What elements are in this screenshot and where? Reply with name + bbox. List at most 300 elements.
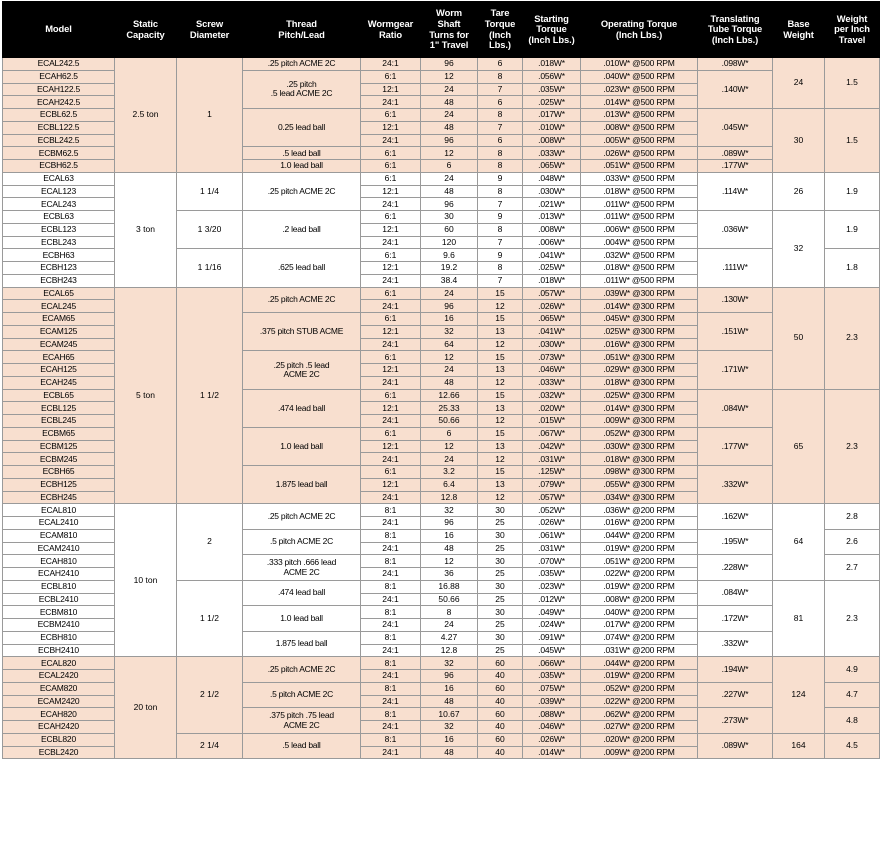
model-cell: ECAM245 — [3, 338, 115, 351]
wormgear-ratio-cell: 8:1 — [361, 606, 421, 619]
tare-torque-cell: 12 — [478, 338, 523, 351]
header-row — [3, 2, 880, 58]
worm-shaft-turns-cell: 9.6 — [421, 249, 478, 262]
model-cell: ECBL62.5 — [3, 109, 115, 122]
wormgear-ratio-cell: 12:1 — [361, 83, 421, 96]
worm-shaft-turns-cell: 50.66 — [421, 593, 478, 606]
tare-torque-cell: 8 — [478, 147, 523, 160]
model-cell: ECBH810 — [3, 631, 115, 644]
model-cell: ECBL2420 — [3, 746, 115, 759]
wormgear-ratio-cell: 24:1 — [361, 453, 421, 466]
operating-torque-cell: .040W* @200 RPM — [581, 606, 698, 619]
operating-torque-cell: .019W* @200 RPM — [581, 670, 698, 683]
model-cell: ECBH2410 — [3, 644, 115, 657]
starting-torque-cell: .035W* — [523, 83, 581, 96]
wormgear-ratio-cell: 8:1 — [361, 708, 421, 721]
tare-torque-cell: 30 — [478, 555, 523, 568]
starting-torque-cell: .021W* — [523, 198, 581, 211]
starting-torque-cell: .067W* — [523, 427, 581, 440]
model-cell: ECBM62.5 — [3, 147, 115, 160]
worm-shaft-turns-cell: 48 — [421, 121, 478, 134]
operating-torque-cell: .033W* @500 RPM — [581, 172, 698, 185]
model-cell: ECBL65 — [3, 389, 115, 402]
wormgear-ratio-cell: 12:1 — [361, 185, 421, 198]
weight-per-inch-travel-cell: 2.6 — [825, 529, 880, 555]
wormgear-ratio-cell: 6:1 — [361, 211, 421, 224]
worm-shaft-turns-cell: 96 — [421, 300, 478, 313]
model-cell: ECAM2420 — [3, 695, 115, 708]
wormgear-ratio-cell: 6:1 — [361, 160, 421, 173]
base-weight-cell: 124 — [773, 657, 825, 734]
tare-torque-cell: 60 — [478, 682, 523, 695]
starting-torque-cell: .010W* — [523, 121, 581, 134]
thread-pitch-lead-cell: .5 lead ball — [243, 147, 361, 160]
starting-torque-cell: .079W* — [523, 478, 581, 491]
tare-torque-cell: 60 — [478, 708, 523, 721]
table-row — [3, 172, 880, 185]
model-cell: ECBH123 — [3, 262, 115, 275]
operating-torque-cell: .055W* @300 RPM — [581, 478, 698, 491]
operating-torque-cell: .025W* @300 RPM — [581, 325, 698, 338]
tare-torque-cell: 25 — [478, 542, 523, 555]
starting-torque-cell: .066W* — [523, 657, 581, 670]
model-cell: ECBH63 — [3, 249, 115, 262]
tare-torque-cell: 8 — [478, 109, 523, 122]
translating-tube-torque-cell: .045W* — [698, 109, 773, 147]
wormgear-ratio-cell: 6:1 — [361, 70, 421, 83]
operating-torque-cell: .019W* @200 RPM — [581, 580, 698, 593]
worm-shaft-turns-cell: 6.4 — [421, 478, 478, 491]
tare-torque-cell: 7 — [478, 83, 523, 96]
tare-torque-cell: 15 — [478, 351, 523, 364]
screw-diameter-cell: 2 1/2 — [177, 657, 243, 734]
tare-torque-cell: 25 — [478, 644, 523, 657]
operating-torque-cell: .018W* @300 RPM — [581, 453, 698, 466]
translating-tube-torque-cell: .195W* — [698, 529, 773, 555]
table-row — [3, 657, 880, 670]
worm-shaft-turns-cell: 60 — [421, 223, 478, 236]
operating-torque-cell: .062W* @200 RPM — [581, 708, 698, 721]
wormgear-ratio-cell: 24:1 — [361, 746, 421, 759]
weight-per-inch-travel-cell: 1.9 — [825, 172, 880, 210]
worm-shaft-turns-cell: 32 — [421, 721, 478, 734]
column-header-screw-diameter: Screw Diameter — [177, 2, 243, 58]
tare-torque-cell: 8 — [478, 223, 523, 236]
operating-torque-cell: .098W* @300 RPM — [581, 466, 698, 479]
wormgear-ratio-cell: 6:1 — [361, 466, 421, 479]
operating-torque-cell: .013W* @500 RPM — [581, 109, 698, 122]
model-cell: ECAL242.5 — [3, 58, 115, 71]
table-row — [3, 287, 880, 300]
model-cell: ECAH810 — [3, 555, 115, 568]
column-header-tare-torque-inch-lbs: Tare Torque (Inch Lbs.) — [478, 2, 523, 58]
worm-shaft-turns-cell: 19.2 — [421, 262, 478, 275]
worm-shaft-turns-cell: 16 — [421, 529, 478, 542]
thread-pitch-lead-cell: 1.875 lead ball — [243, 466, 361, 504]
worm-shaft-turns-cell: 48 — [421, 96, 478, 109]
operating-torque-cell: .020W* @200 RPM — [581, 733, 698, 746]
operating-torque-cell: .011W* @500 RPM — [581, 274, 698, 287]
thread-pitch-lead-cell: .625 lead ball — [243, 249, 361, 287]
model-cell: ECAL810 — [3, 504, 115, 517]
worm-shaft-turns-cell: 12 — [421, 440, 478, 453]
wormgear-ratio-cell: 6:1 — [361, 172, 421, 185]
worm-shaft-turns-cell: 12.8 — [421, 491, 478, 504]
wormgear-ratio-cell: 12:1 — [361, 325, 421, 338]
tare-torque-cell: 30 — [478, 606, 523, 619]
worm-shaft-turns-cell: 4.27 — [421, 631, 478, 644]
model-cell: ECAL2420 — [3, 670, 115, 683]
operating-torque-cell: .036W* @200 RPM — [581, 504, 698, 517]
tare-torque-cell: 15 — [478, 313, 523, 326]
starting-torque-cell: .030W* — [523, 185, 581, 198]
model-cell: ECAL123 — [3, 185, 115, 198]
wormgear-ratio-cell: 24:1 — [361, 134, 421, 147]
screw-diameter-cell: 2 1/4 — [177, 733, 243, 759]
tare-torque-cell: 12 — [478, 300, 523, 313]
starting-torque-cell: .026W* — [523, 300, 581, 313]
starting-torque-cell: .024W* — [523, 619, 581, 632]
tare-torque-cell: 40 — [478, 670, 523, 683]
starting-torque-cell: .035W* — [523, 568, 581, 581]
tare-torque-cell: 25 — [478, 517, 523, 530]
base-weight-cell: 50 — [773, 287, 825, 389]
base-weight-cell: 30 — [773, 109, 825, 173]
starting-torque-cell: .048W* — [523, 172, 581, 185]
starting-torque-cell: .125W* — [523, 466, 581, 479]
thread-pitch-lead-cell: 1.875 lead ball — [243, 631, 361, 657]
worm-shaft-turns-cell: 12 — [421, 70, 478, 83]
weight-per-inch-travel-cell: 1.8 — [825, 249, 880, 287]
tare-torque-cell: 12 — [478, 415, 523, 428]
worm-shaft-turns-cell: 24 — [421, 453, 478, 466]
weight-per-inch-travel-cell: 4.9 — [825, 657, 880, 683]
tare-torque-cell: 12 — [478, 491, 523, 504]
operating-torque-cell: .008W* @200 RPM — [581, 593, 698, 606]
specification-table — [2, 1, 880, 759]
translating-tube-torque-cell: .089W* — [698, 147, 773, 160]
static-capacity-cell: 20 ton — [115, 657, 177, 759]
worm-shaft-turns-cell: 25.33 — [421, 402, 478, 415]
screw-diameter-cell: 2 — [177, 504, 243, 581]
thread-pitch-lead-cell: .333 pitch .666 lead ACME 2C — [243, 555, 361, 581]
operating-torque-cell: .009W* @300 RPM — [581, 415, 698, 428]
model-cell: ECBM125 — [3, 440, 115, 453]
static-capacity-cell: 3 ton — [115, 172, 177, 287]
tare-torque-cell: 40 — [478, 746, 523, 759]
starting-torque-cell: .023W* — [523, 580, 581, 593]
wormgear-ratio-cell: 6:1 — [361, 109, 421, 122]
wormgear-ratio-cell: 24:1 — [361, 96, 421, 109]
wormgear-ratio-cell: 24:1 — [361, 198, 421, 211]
wormgear-ratio-cell: 24:1 — [361, 619, 421, 632]
column-header-static-capacity: Static Capacity — [115, 2, 177, 58]
column-header-worm-shaft-turns-for-1-travel: Worm Shaft Turns for 1" Travel — [421, 2, 478, 58]
worm-shaft-turns-cell: 48 — [421, 695, 478, 708]
model-cell: ECAH125 — [3, 364, 115, 377]
tare-torque-cell: 40 — [478, 721, 523, 734]
operating-torque-cell: .029W* @300 RPM — [581, 364, 698, 377]
starting-torque-cell: .018W* — [523, 58, 581, 71]
wormgear-ratio-cell: 6:1 — [361, 249, 421, 262]
translating-tube-torque-cell: .171W* — [698, 351, 773, 389]
worm-shaft-turns-cell: 50.66 — [421, 415, 478, 428]
base-weight-cell: 64 — [773, 504, 825, 581]
starting-torque-cell: .046W* — [523, 364, 581, 377]
starting-torque-cell: .057W* — [523, 491, 581, 504]
thread-pitch-lead-cell: 1.0 lead ball — [243, 427, 361, 465]
wormgear-ratio-cell: 12:1 — [361, 364, 421, 377]
model-cell: ECBM810 — [3, 606, 115, 619]
model-cell: ECBL243 — [3, 236, 115, 249]
worm-shaft-turns-cell: 16 — [421, 682, 478, 695]
model-cell: ECBL63 — [3, 211, 115, 224]
operating-torque-cell: .014W* @300 RPM — [581, 300, 698, 313]
model-cell: ECBL122.5 — [3, 121, 115, 134]
model-cell: ECAM2410 — [3, 542, 115, 555]
thread-pitch-lead-cell: .25 pitch .5 lead ACME 2C — [243, 70, 361, 108]
worm-shaft-turns-cell: 32 — [421, 325, 478, 338]
translating-tube-torque-cell: .084W* — [698, 580, 773, 606]
starting-torque-cell: .046W* — [523, 721, 581, 734]
wormgear-ratio-cell: 24:1 — [361, 300, 421, 313]
static-capacity-cell: 10 ton — [115, 504, 177, 657]
operating-torque-cell: .014W* @300 RPM — [581, 402, 698, 415]
operating-torque-cell: .051W* @300 RPM — [581, 351, 698, 364]
wormgear-ratio-cell: 6:1 — [361, 287, 421, 300]
worm-shaft-turns-cell: 3.2 — [421, 466, 478, 479]
worm-shaft-turns-cell: 38.4 — [421, 274, 478, 287]
starting-torque-cell: .008W* — [523, 223, 581, 236]
base-weight-cell: 32 — [773, 211, 825, 288]
operating-torque-cell: .032W* @500 RPM — [581, 249, 698, 262]
starting-torque-cell: .061W* — [523, 529, 581, 542]
starting-torque-cell: .018W* — [523, 274, 581, 287]
tare-torque-cell: 15 — [478, 287, 523, 300]
wormgear-ratio-cell: 24:1 — [361, 670, 421, 683]
thread-pitch-lead-cell: .375 pitch .75 lead ACME 2C — [243, 708, 361, 734]
starting-torque-cell: .065W* — [523, 160, 581, 173]
worm-shaft-turns-cell: 24 — [421, 364, 478, 377]
operating-torque-cell: .044W* @200 RPM — [581, 657, 698, 670]
model-cell: ECBM2410 — [3, 619, 115, 632]
model-cell: ECAM820 — [3, 682, 115, 695]
starting-torque-cell: .025W* — [523, 96, 581, 109]
screw-diameter-cell: 1 3/20 — [177, 211, 243, 249]
worm-shaft-turns-cell: 96 — [421, 670, 478, 683]
starting-torque-cell: .032W* — [523, 389, 581, 402]
wormgear-ratio-cell: 12:1 — [361, 478, 421, 491]
worm-shaft-turns-cell: 48 — [421, 376, 478, 389]
table-row — [3, 58, 880, 71]
model-cell: ECAM810 — [3, 529, 115, 542]
worm-shaft-turns-cell: 6 — [421, 160, 478, 173]
wormgear-ratio-cell: 8:1 — [361, 657, 421, 670]
translating-tube-torque-cell: .172W* — [698, 606, 773, 632]
worm-shaft-turns-cell: 12.8 — [421, 644, 478, 657]
column-header-wormgear-ratio: Wormgear Ratio — [361, 2, 421, 58]
model-cell: ECBH243 — [3, 274, 115, 287]
translating-tube-torque-cell: .332W* — [698, 466, 773, 504]
table-body — [3, 58, 880, 759]
tare-torque-cell: 7 — [478, 236, 523, 249]
tare-torque-cell: 13 — [478, 364, 523, 377]
translating-tube-torque-cell: .098W* — [698, 58, 773, 71]
screw-diameter-cell: 1 — [177, 58, 243, 173]
operating-torque-cell: .074W* @200 RPM — [581, 631, 698, 644]
starting-torque-cell: .035W* — [523, 670, 581, 683]
tare-torque-cell: 25 — [478, 619, 523, 632]
worm-shaft-turns-cell: 96 — [421, 58, 478, 71]
translating-tube-torque-cell: .114W* — [698, 172, 773, 210]
starting-torque-cell: .013W* — [523, 211, 581, 224]
operating-torque-cell: .019W* @200 RPM — [581, 542, 698, 555]
starting-torque-cell: .049W* — [523, 606, 581, 619]
starting-torque-cell: .015W* — [523, 415, 581, 428]
wormgear-ratio-cell: 24:1 — [361, 593, 421, 606]
wormgear-ratio-cell: 24:1 — [361, 491, 421, 504]
base-weight-cell: 26 — [773, 172, 825, 210]
screw-diameter-cell: 1 1/16 — [177, 249, 243, 287]
base-weight-cell: 164 — [773, 733, 825, 759]
operating-torque-cell: .030W* @300 RPM — [581, 440, 698, 453]
translating-tube-torque-cell: .177W* — [698, 160, 773, 173]
worm-shaft-turns-cell: 96 — [421, 198, 478, 211]
thread-pitch-lead-cell: 0.25 lead ball — [243, 109, 361, 147]
model-cell: ECAL65 — [3, 287, 115, 300]
worm-shaft-turns-cell: 48 — [421, 542, 478, 555]
operating-torque-cell: .040W* @500 RPM — [581, 70, 698, 83]
wormgear-ratio-cell: 24:1 — [361, 58, 421, 71]
worm-shaft-turns-cell: 12.66 — [421, 389, 478, 402]
thread-pitch-lead-cell: .25 pitch ACME 2C — [243, 504, 361, 530]
operating-torque-cell: .044W* @200 RPM — [581, 529, 698, 542]
operating-torque-cell: .022W* @200 RPM — [581, 695, 698, 708]
operating-torque-cell: .031W* @200 RPM — [581, 644, 698, 657]
worm-shaft-turns-cell: 96 — [421, 134, 478, 147]
thread-pitch-lead-cell: .25 pitch ACME 2C — [243, 58, 361, 71]
worm-shaft-turns-cell: 16.88 — [421, 580, 478, 593]
translating-tube-torque-cell: .084W* — [698, 389, 773, 427]
model-cell: ECAH245 — [3, 376, 115, 389]
starting-torque-cell: .006W* — [523, 236, 581, 249]
model-cell: ECAL2410 — [3, 517, 115, 530]
tare-torque-cell: 8 — [478, 262, 523, 275]
translating-tube-torque-cell: .162W* — [698, 504, 773, 530]
starting-torque-cell: .041W* — [523, 249, 581, 262]
tare-torque-cell: 6 — [478, 58, 523, 71]
model-cell: ECAH62.5 — [3, 70, 115, 83]
tare-torque-cell: 15 — [478, 389, 523, 402]
weight-per-inch-travel-cell: 4.8 — [825, 708, 880, 734]
thread-pitch-lead-cell: .5 lead ball — [243, 733, 361, 759]
static-capacity-cell: 2.5 ton — [115, 58, 177, 173]
operating-torque-cell: .025W* @300 RPM — [581, 389, 698, 402]
thread-pitch-lead-cell: .5 pitch ACME 2C — [243, 682, 361, 708]
translating-tube-torque-cell: .036W* — [698, 211, 773, 249]
model-cell: ECAM65 — [3, 313, 115, 326]
tare-torque-cell: 30 — [478, 529, 523, 542]
starting-torque-cell: .026W* — [523, 733, 581, 746]
starting-torque-cell: .025W* — [523, 262, 581, 275]
tare-torque-cell: 60 — [478, 733, 523, 746]
weight-per-inch-travel-cell: 2.8 — [825, 504, 880, 530]
worm-shaft-turns-cell: 24 — [421, 287, 478, 300]
operating-torque-cell: .052W* @200 RPM — [581, 682, 698, 695]
wormgear-ratio-cell: 24:1 — [361, 695, 421, 708]
starting-torque-cell: .075W* — [523, 682, 581, 695]
wormgear-ratio-cell: 8:1 — [361, 733, 421, 746]
wormgear-ratio-cell: 12:1 — [361, 121, 421, 134]
operating-torque-cell: .052W* @300 RPM — [581, 427, 698, 440]
model-cell: ECBM245 — [3, 453, 115, 466]
wormgear-ratio-cell: 6:1 — [361, 147, 421, 160]
wormgear-ratio-cell: 8:1 — [361, 504, 421, 517]
operating-torque-cell: .016W* @200 RPM — [581, 517, 698, 530]
wormgear-ratio-cell: 24:1 — [361, 376, 421, 389]
thread-pitch-lead-cell: .2 lead ball — [243, 211, 361, 249]
starting-torque-cell: .052W* — [523, 504, 581, 517]
column-header-weight-per-inch-travel: Weight per Inch Travel — [825, 2, 880, 58]
thread-pitch-lead-cell: .25 pitch .5 lead ACME 2C — [243, 351, 361, 389]
tare-torque-cell: 30 — [478, 504, 523, 517]
base-weight-cell: 65 — [773, 389, 825, 504]
thread-pitch-lead-cell: .25 pitch ACME 2C — [243, 657, 361, 683]
tare-torque-cell: 30 — [478, 580, 523, 593]
operating-torque-cell: .018W* @500 RPM — [581, 185, 698, 198]
starting-torque-cell: .008W* — [523, 134, 581, 147]
thread-pitch-lead-cell: .474 lead ball — [243, 389, 361, 427]
screw-diameter-cell: 1 1/2 — [177, 580, 243, 657]
base-weight-cell: 81 — [773, 580, 825, 657]
weight-per-inch-travel-cell: 4.7 — [825, 682, 880, 708]
tare-torque-cell: 9 — [478, 211, 523, 224]
tare-torque-cell: 12 — [478, 376, 523, 389]
worm-shaft-turns-cell: 10.67 — [421, 708, 478, 721]
model-cell: ECBL242.5 — [3, 134, 115, 147]
translating-tube-torque-cell: .273W* — [698, 708, 773, 734]
thread-pitch-lead-cell: .375 pitch STUB ACME — [243, 313, 361, 351]
model-cell: ECBL123 — [3, 223, 115, 236]
wormgear-ratio-cell: 6:1 — [361, 351, 421, 364]
tare-torque-cell: 9 — [478, 172, 523, 185]
weight-per-inch-travel-cell: 1.5 — [825, 109, 880, 173]
model-cell: ECAL820 — [3, 657, 115, 670]
worm-shaft-turns-cell: 48 — [421, 746, 478, 759]
starting-torque-cell: .031W* — [523, 453, 581, 466]
starting-torque-cell: .033W* — [523, 376, 581, 389]
thread-pitch-lead-cell: .5 pitch ACME 2C — [243, 529, 361, 555]
model-cell: ECBM65 — [3, 427, 115, 440]
operating-torque-cell: .011W* @500 RPM — [581, 198, 698, 211]
static-capacity-cell: 5 ton — [115, 287, 177, 504]
tare-torque-cell: 7 — [478, 198, 523, 211]
translating-tube-torque-cell: .177W* — [698, 427, 773, 465]
operating-torque-cell: .045W* @300 RPM — [581, 313, 698, 326]
wormgear-ratio-cell: 8:1 — [361, 529, 421, 542]
model-cell: ECAH65 — [3, 351, 115, 364]
operating-torque-cell: .023W* @500 RPM — [581, 83, 698, 96]
operating-torque-cell: .008W* @500 RPM — [581, 121, 698, 134]
wormgear-ratio-cell: 24:1 — [361, 274, 421, 287]
thread-pitch-lead-cell: .474 lead ball — [243, 580, 361, 606]
model-cell: ECBH245 — [3, 491, 115, 504]
tare-torque-cell: 40 — [478, 695, 523, 708]
worm-shaft-turns-cell: 96 — [421, 517, 478, 530]
tare-torque-cell: 12 — [478, 453, 523, 466]
translating-tube-torque-cell: .130W* — [698, 287, 773, 313]
operating-torque-cell: .009W* @200 RPM — [581, 746, 698, 759]
